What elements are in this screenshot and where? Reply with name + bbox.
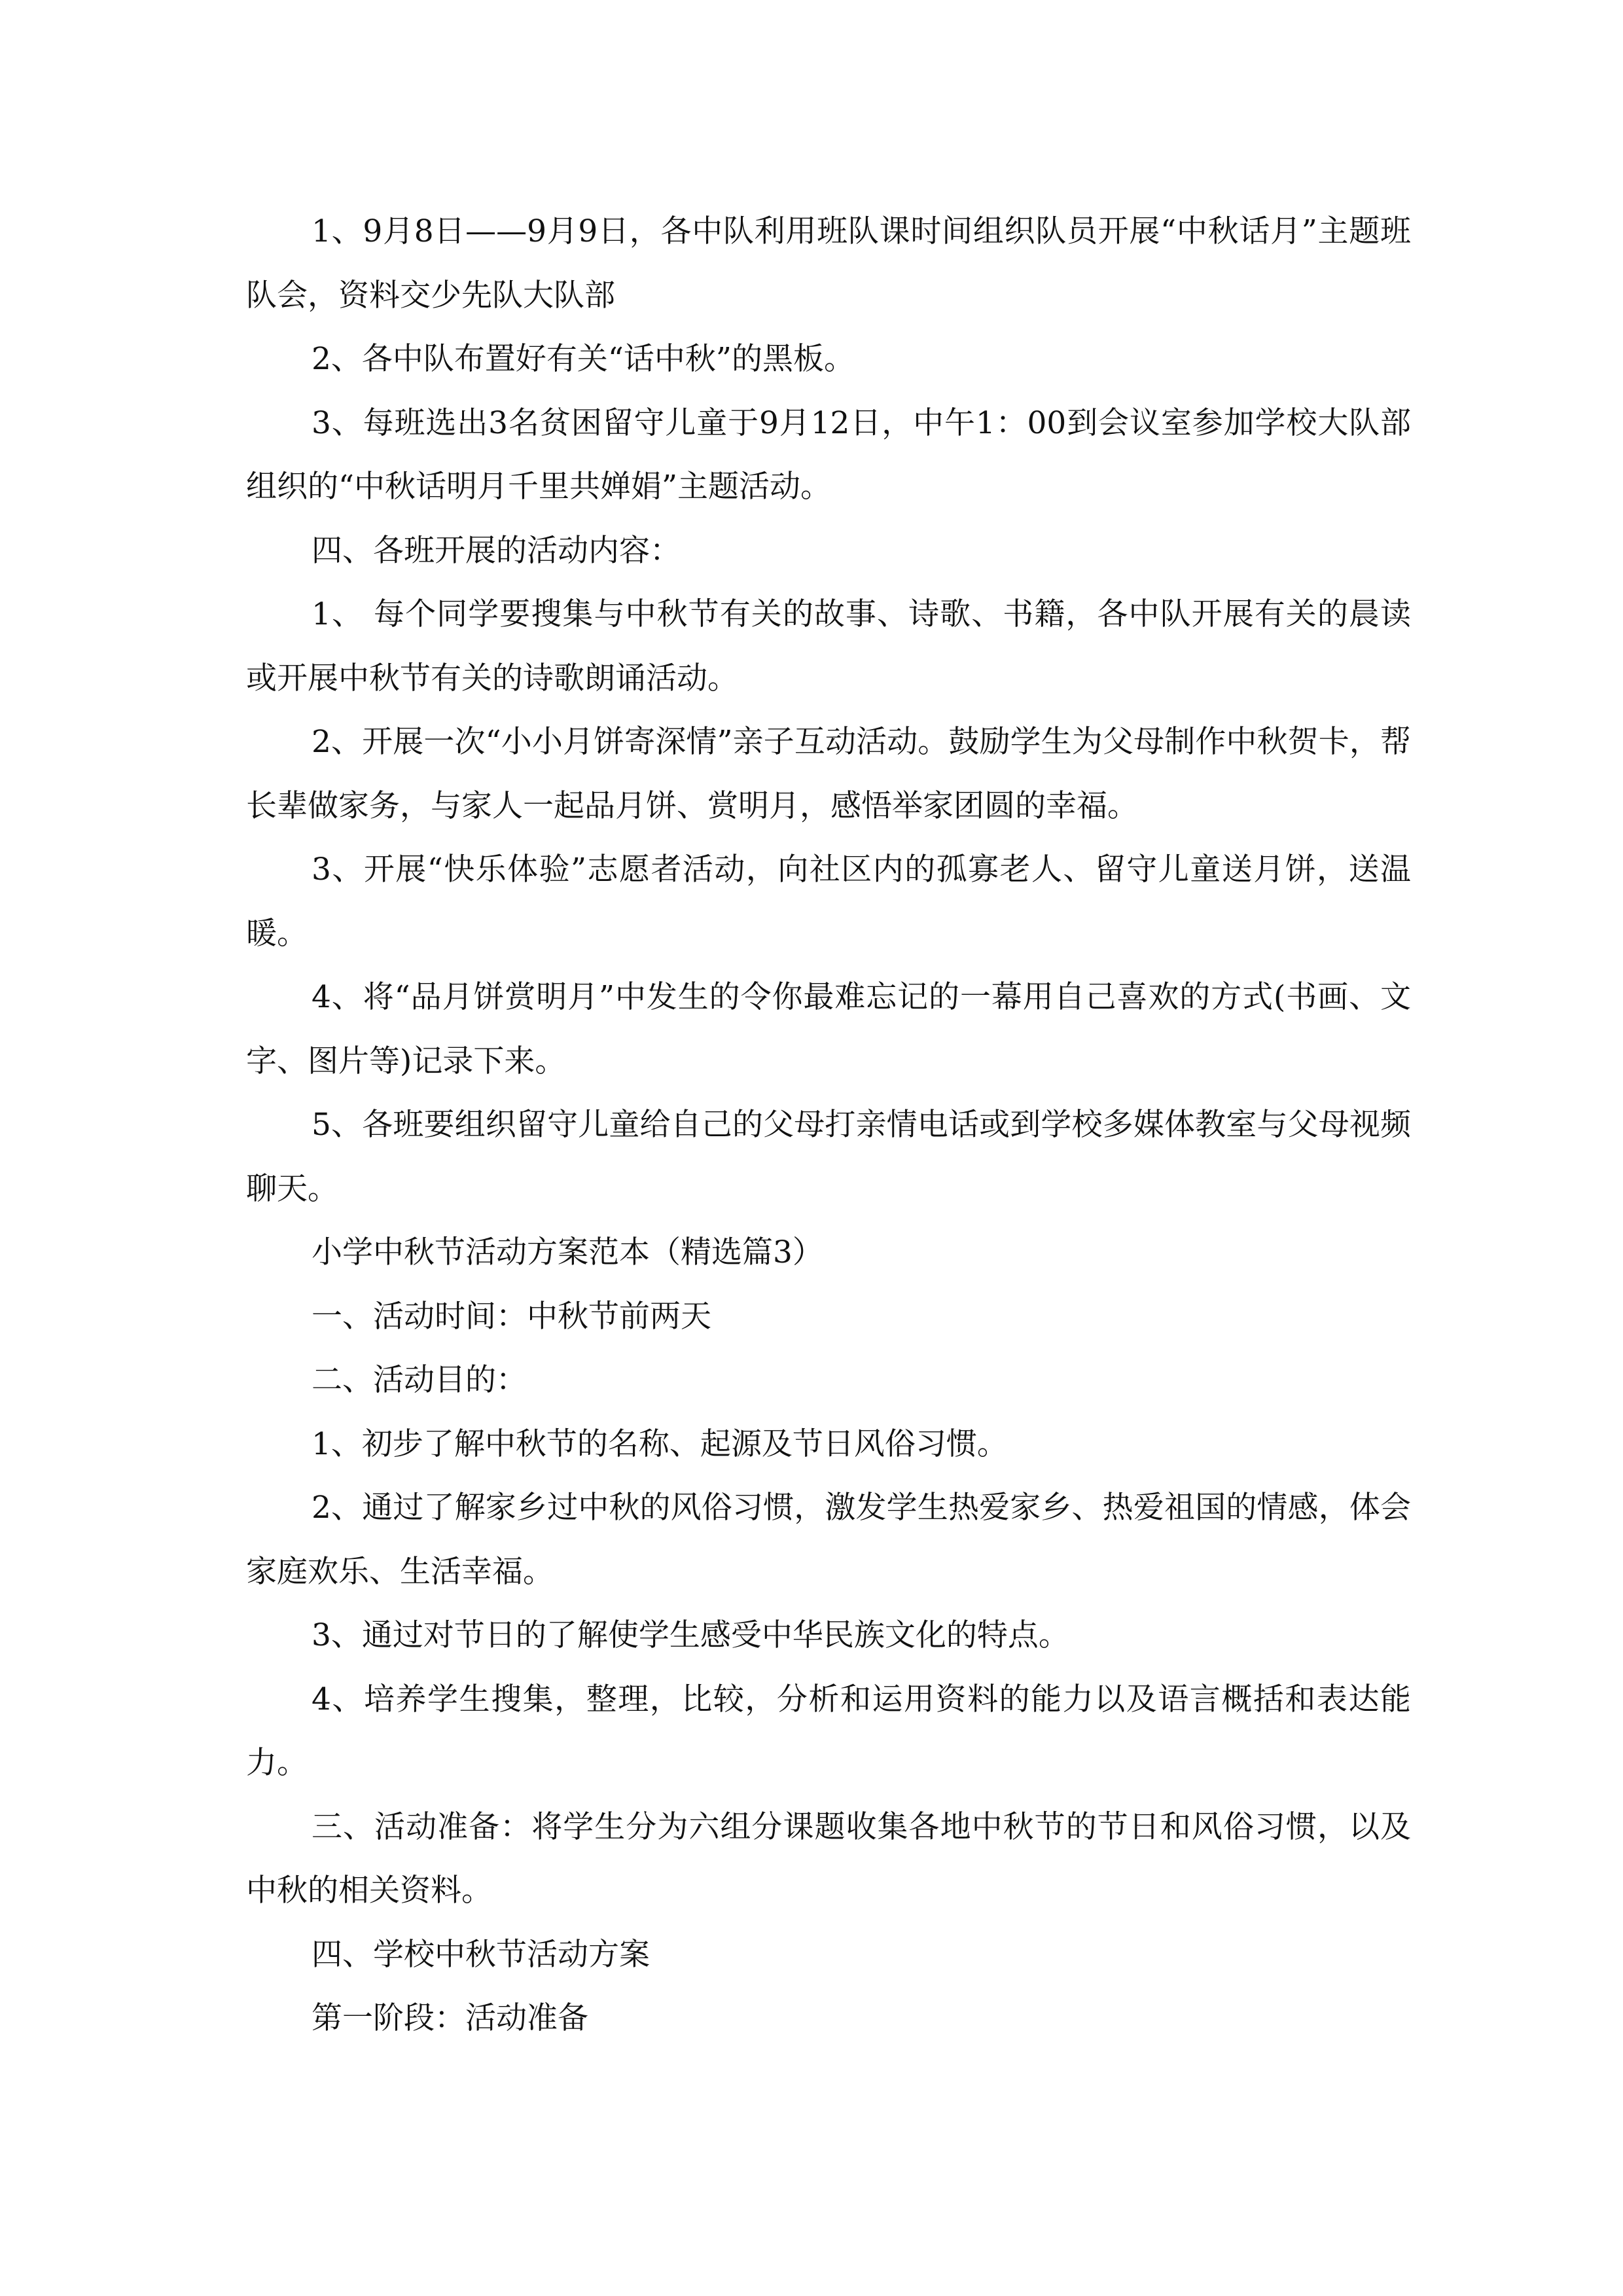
paragraph-item-6: 2、开展一次“小小月饼寄深情”亲子互动活动。鼓励学生为父母制作中秋贺卡，帮长辈做家务，与家人一起品月饼、赏明月，感悟举家团圆的幸福。 [246, 724, 1411, 824]
paragraph-item-15: 3、通过对节日的了解使学生感受中华民族文化的特点。 [312, 1617, 1069, 1653]
paragraph-item-17: 三、活动准备：将学生分为六组分课题收集各地中秋节的节日和风俗习惯，以及中秋的相关资料。 [246, 1808, 1411, 1909]
paragraph-item-5: 1、 每个同学要搜集与中秋节有关的故事、诗歌、书籍，各中队开展有关的晨读或开展中秋节有关的诗歌朗诵活动。 [246, 596, 1411, 696]
document-body [246, 200, 1411, 2051]
section-heading-4: 四、各班开展的活动内容： [312, 532, 681, 569]
article-title: 小学中秋节活动方案范本（精选篇3） [312, 1234, 823, 1270]
paragraph-item-13: 1、初步了解中秋节的名称、起源及节日风俗习惯。 [312, 1426, 1008, 1462]
paragraph-item-8: 4、将“品月饼赏明月”中发生的令你最难忘记的一幕用自己喜欢的方式(书画、文字、图片等)记录下来。 [246, 979, 1411, 1079]
paragraph-item-1: 1、9月8日——9月9日，各中队利用班队课时间组织队员开展“中秋话月”主题班队会，资料交少先队大队部 [246, 213, 1411, 314]
paragraph-item-3: 3、每班选出3名贫困留守儿童于9月12日，中午1：00到会议室参加学校大队部组织的“中秋话明月千里共婵娟”主题活动。 [246, 404, 1411, 505]
section-heading-stage: 第一阶段：活动准备 [312, 2000, 588, 2036]
paragraph-item-14: 2、通过了解家乡过中秋的风俗习惯，激发学生热爱家乡、热爱祖国的情感，体会家庭欢乐、生活幸福。 [246, 1490, 1411, 1590]
paragraph-item-7: 3、开展“快乐体验”志愿者活动，向社区内的孤寡老人、留守儿童送月饼，送温暖。 [246, 852, 1411, 952]
section-heading-goal: 二、活动目的： [312, 1362, 527, 1398]
paragraph-item-16: 4、培养学生搜集，整理，比较，分析和运用资料的能力以及语言概括和表达能力。 [246, 1681, 1411, 1781]
paragraph-item-9: 5、各班要组织留守儿童给自己的父母打亲情电话或到学校多媒体教室与父母视频聊天。 [246, 1107, 1411, 1207]
paragraph-item-2: 2、各中队布置好有关“话中秋”的黑板。 [312, 341, 855, 377]
section-heading-plan: 四、学校中秋节活动方案 [312, 1936, 650, 1973]
section-heading-time: 一、活动时间：中秋节前两天 [312, 1298, 711, 1335]
